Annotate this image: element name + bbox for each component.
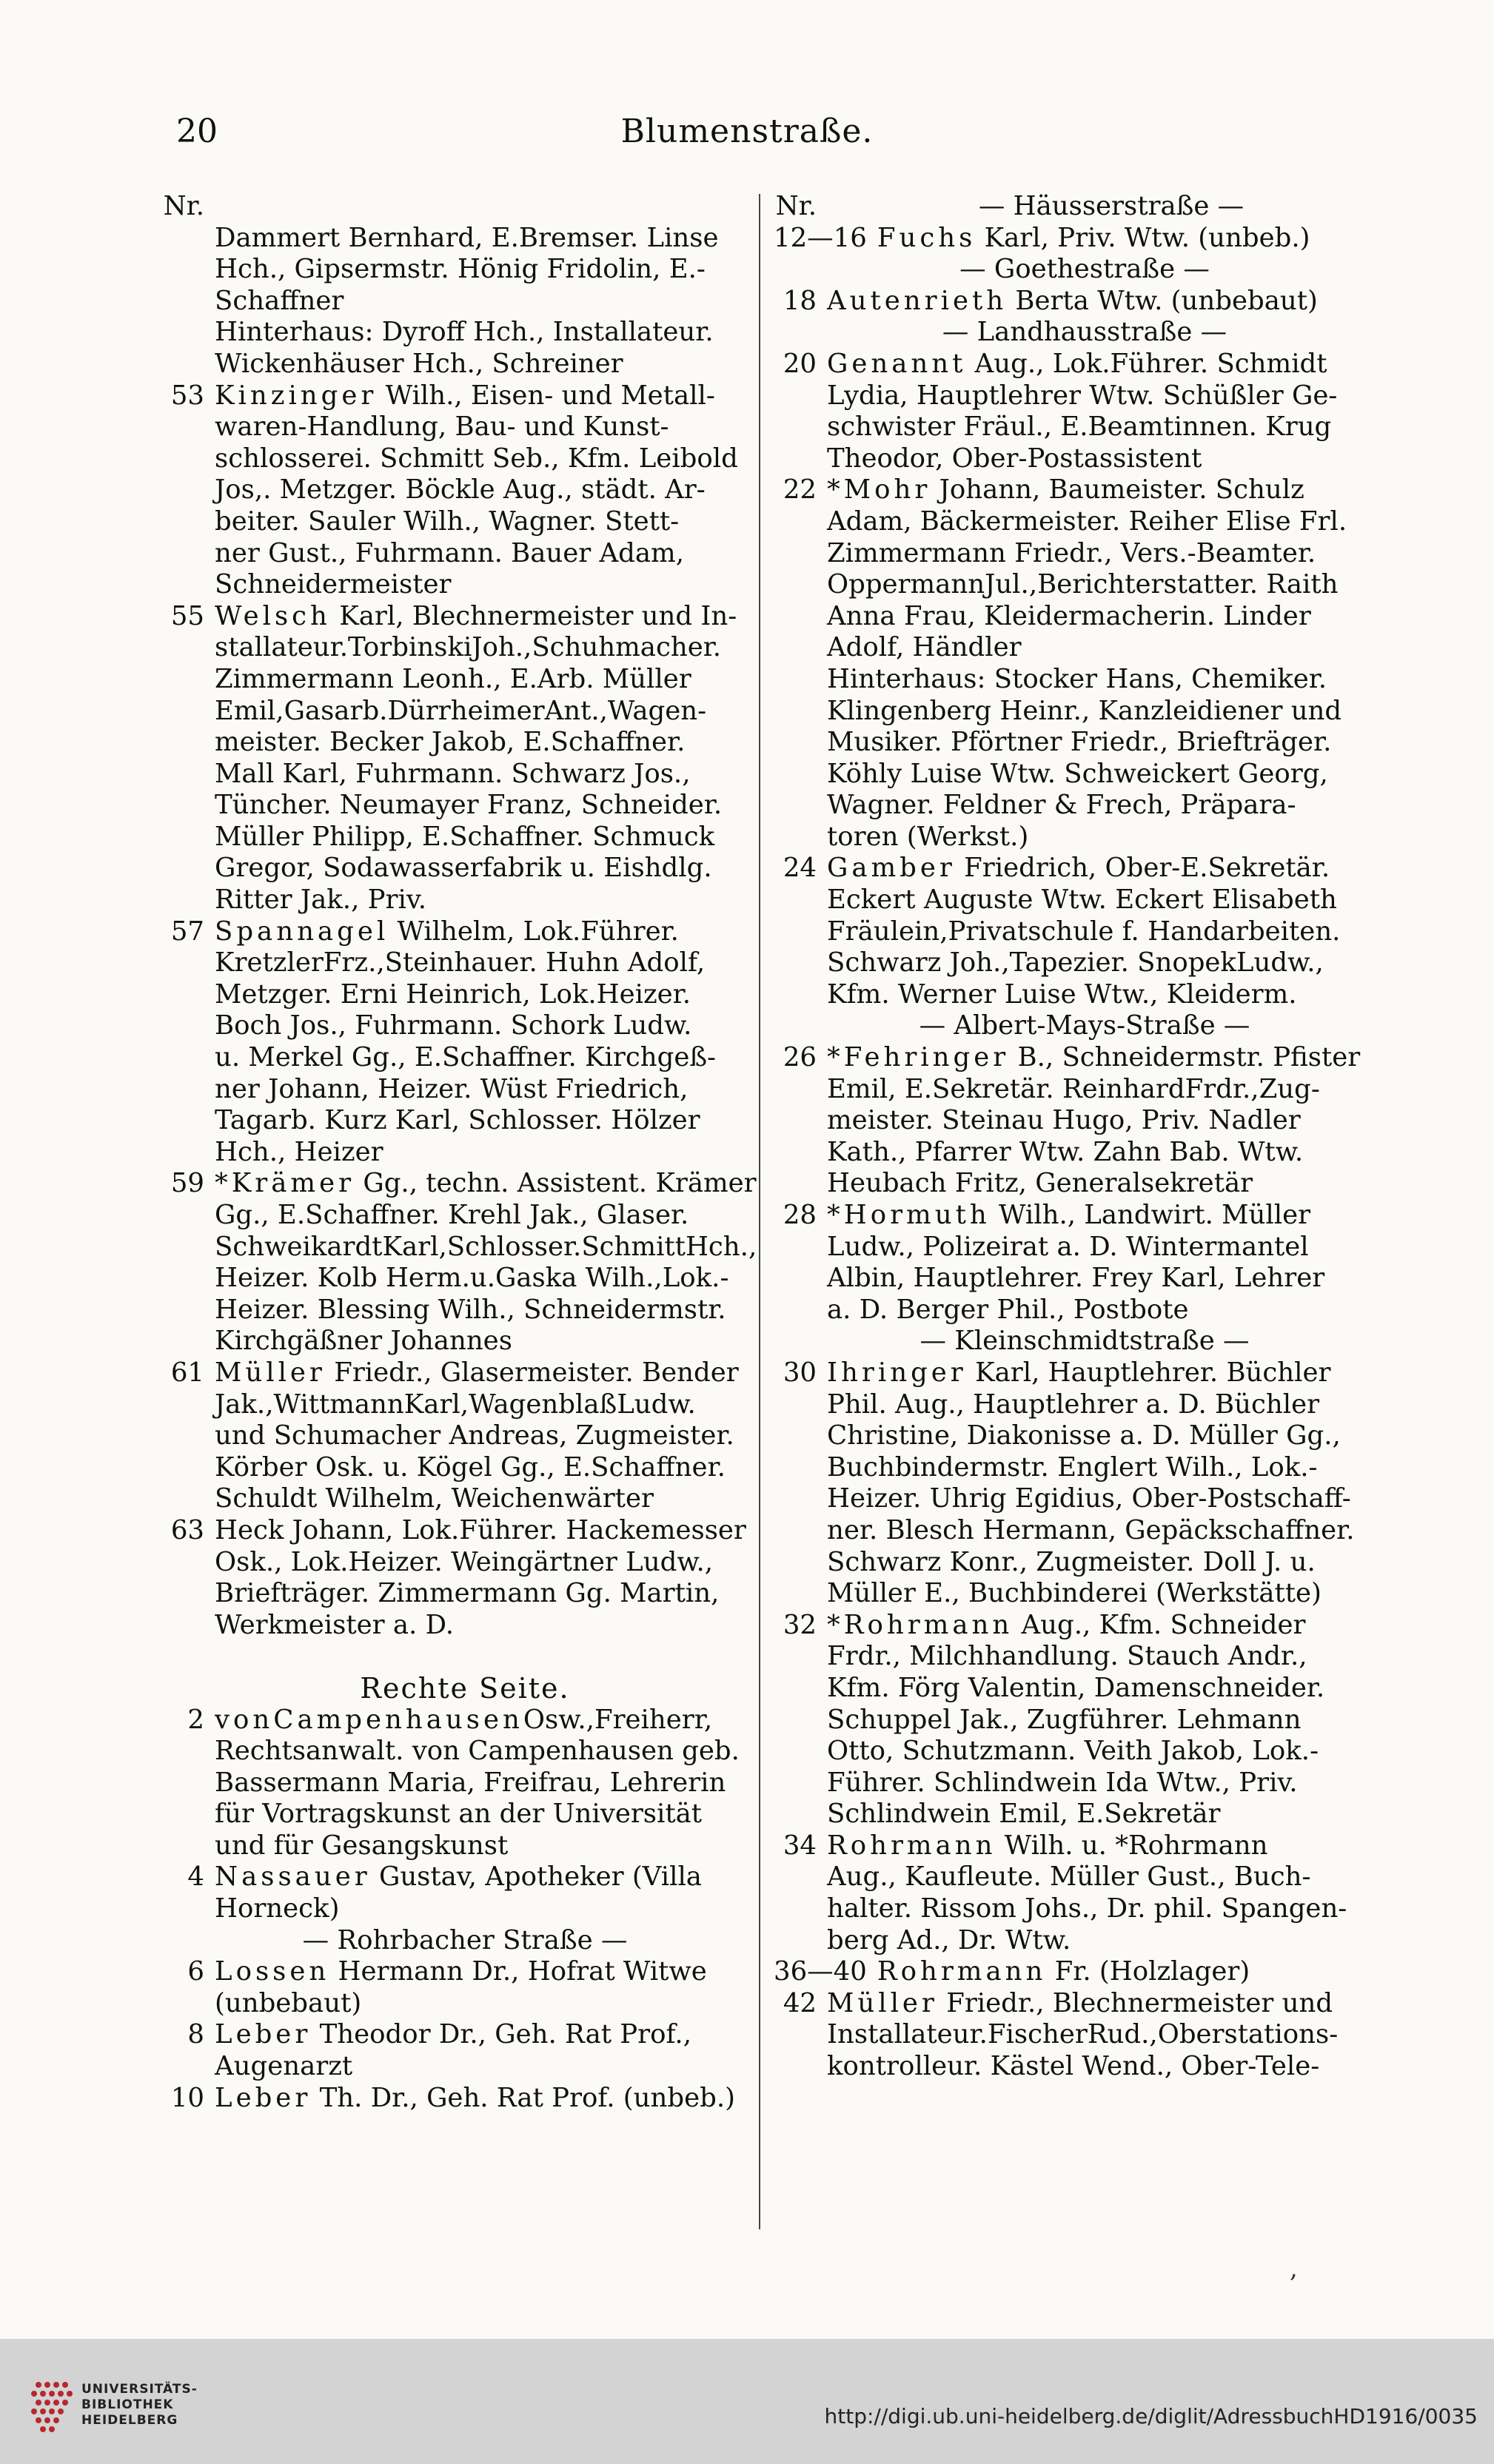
entry-text: Leber Th. Dr., Geh. Rat Prof. (unbeb.) [215,2082,735,2113]
directory-line [161,1420,768,1452]
directory-line [774,1168,1396,1200]
directory-line [774,1420,1396,1452]
directory-line [774,1547,1396,1579]
directory-line [774,443,1396,475]
directory-line [161,1515,768,1547]
entry-text: Schlindwein Emil, E.Sekretär [827,1799,1221,1830]
entry-text: Buchbindermstr. Englert Wilh., Lok.- [827,1451,1318,1483]
entry-text: Autenrieth Berta Wtw. (unbebaut) [827,285,1318,316]
entry-text: Eckert Auguste Wtw. Eckert Elisabeth [827,884,1337,916]
house-number: 20 [783,348,817,379]
entry-text: Schneidermeister [215,569,452,600]
entry-text: Müller E., Buchbinderei (Werkstätte) [827,1578,1322,1609]
entry-text: Heizer. Uhrig Egidius, Ober-Postschaff- [827,1483,1351,1514]
page-title: Blumenstraße. [620,113,874,150]
entry-text: halter. Rissom Johs., Dr. phil. Spangen- [827,1893,1347,1924]
entry-text: *Fehringer B., Schneidermstr. Pfister [827,1042,1361,1073]
street-heading: — Landhausstraße — [942,317,1227,348]
directory-line [161,1168,768,1200]
entry-text: Kfm. Förg Valentin, Damenschneider. [827,1672,1325,1703]
directory-line [161,1357,768,1389]
directory-line [161,2051,768,2083]
directory-line [774,1736,1396,1768]
entry-text: Schuppel Jak., Zugführer. Lehmann [827,1704,1302,1735]
entry-text: Müller Philipp, E.Schaffner. Schmuck [215,821,715,852]
directory-line [161,1137,768,1169]
entry-text: Installateur.FischerRud.,Oberstations- [827,2019,1339,2050]
directory-line [774,2051,1396,2083]
entry-text: OppermannJul.,Berichterstatter. Raith [827,569,1339,600]
directory-line [774,412,1396,443]
entry-text: vonCampenhausenOsw.,Freiherr, [215,1704,713,1735]
entry-text: Werkmeister a. D. [215,1609,455,1640]
entry-text: (unbebaut) [215,1987,362,2018]
directory-line [774,727,1396,759]
directory-line [774,664,1396,696]
directory-line [161,569,768,601]
directory-line [774,223,1396,255]
entry-text: Zimmermann Friedr., Vers.-Beamter. [827,537,1316,568]
entry-text: Kath., Pfarrer Wtw. Zahn Bab. Wtw. [827,1136,1304,1167]
directory-line [161,1483,768,1515]
entry-text: KretzlerFrz.,Steinhauer. Huhn Adolf, [215,947,706,978]
entry-text: Hinterhaus: Dyroff Hch., Installateur. [215,317,714,348]
directory-line [774,853,1396,884]
directory-line [774,916,1396,948]
directory-line [774,286,1396,318]
house-number: 32 [783,1609,817,1640]
house-number: 8 [187,2019,204,2050]
house-number: 42 [783,1987,817,2018]
directory-line [774,1483,1396,1515]
entry-text: Heizer. Blessing Wilh., Schneidermstr. [215,1294,726,1325]
directory-line [161,790,768,822]
house-number: 22 [783,474,817,506]
directory-line [774,2019,1396,2051]
entry-text: Tüncher. Neumayer Franz, Schneider. [215,790,723,821]
university-seal-icon [16,2369,90,2443]
library-name: UNIVERSITÄTS- BIBLIOTHEK HEIDELBERG [81,2382,198,2428]
house-number: 26 [783,1042,817,1073]
entry-text: Schaffner [215,285,344,316]
directory-line [774,1105,1396,1137]
entry-text: Boch Jos., Fuhrmann. Schork Ludw. [215,1010,692,1041]
entry-text: Osk., Lok.Heizer. Weingärtner Ludw., [215,1546,714,1577]
directory-line [774,1610,1396,1642]
entry-text: Schwarz Konr., Zugmeister. Doll J. u. [827,1546,1316,1577]
directory-line [161,1956,768,1988]
entry-text: a. D. Berger Phil., Postbote [827,1294,1189,1325]
entry-text: Jos,. Metzger. Böckle Aug., städt. Ar- [215,474,706,506]
entry-text: Dammert Bernhard, E.Bremser. Linse [215,222,719,253]
entry-text: Frdr., Milchhandlung. Stauch Andr., [827,1641,1307,1672]
directory-line [161,412,768,443]
entry-text: SchweikardtKarl,Schlosser.SchmittHch., [215,1231,757,1262]
directory-line [774,1768,1396,1799]
directory-line [774,349,1396,380]
directory-line [774,1389,1396,1421]
entry-text: Aug., Kaufleute. Müller Gust., Buch- [827,1862,1311,1893]
entry-text: Horneck) [215,1893,340,1924]
directory-line [161,1988,768,2020]
street-heading: Nr. — Häusserstraße — [774,191,1396,223]
directory-line [774,1295,1396,1326]
entry-text: *Rohrmann Aug., Kfm. Schneider [827,1609,1306,1640]
entry-text: meister. Steinau Hugo, Priv. Nadler [827,1105,1301,1136]
entry-text: Rohrmann Fr. (Holzlager) [877,1956,1250,1987]
entry-text: Spannagel Wilhelm, Lok.Führer. [215,916,679,947]
entry-text: Lossen Hermann Dr., Hofrat Witwe [215,1956,707,1987]
entry-text: Heizer. Kolb Herm.u.Gaska Wilh.,Lok.- [215,1263,729,1294]
directory-line [774,601,1396,633]
directory-line [161,979,768,1011]
directory-line [774,884,1396,916]
directory-line [774,506,1396,538]
section-heading: Rechte Seite. [360,1672,570,1705]
entry-text: berg Ad., Dr. Wtw. [827,1924,1071,1956]
entry-text: ner. Blesch Hermann, Gepäckschaffner. [827,1514,1355,1545]
entry-text: Tagarb. Kurz Karl, Schlosser. Hölzer [215,1105,700,1136]
entry-text: Führer. Schlindwein Ida Wtw., Priv. [827,1767,1298,1798]
house-number: 6 [187,1956,204,1987]
house-number: 30 [783,1357,817,1388]
directory-line [774,1515,1396,1547]
directory-line [774,1042,1396,1074]
directory-line [161,1232,768,1263]
entry-text: Müller Friedr., Glasermeister. Bender [215,1357,739,1388]
entry-text: Kinzinger Wilh., Eisen- und Metall- [215,380,715,411]
directory-line [161,664,768,696]
house-number: Nr. [163,191,204,221]
directory-line [161,1074,768,1106]
entry-text: ner Gust., Fuhrmann. Bauer Adam, [215,537,684,568]
directory-line [161,1610,768,1642]
directory-line [161,474,768,506]
entry-text: Ihringer Karl, Hauptlehrer. Büchler [827,1357,1331,1388]
entry-text: Wickenhäuser Hch., Schreiner [215,348,623,379]
page-number: 20 [176,113,218,150]
entry-text: kontrolleur. Kästel Wend., Ober-Tele- [827,2051,1320,2082]
directory-line [161,822,768,853]
directory-line [774,947,1396,979]
house-number: 12—16 [774,222,867,253]
entry-text: Schwarz Joh.,Tapezier. SnopekLudw., [827,947,1324,978]
street-heading: — Albert-Mays-Straße — [919,1010,1250,1041]
right-column [774,191,1396,2083]
directory-line [774,1705,1396,1736]
directory-line [161,254,768,286]
entry-text: Phil. Aug., Hauptlehrer a. D. Büchler [827,1389,1320,1420]
directory-line [161,1641,768,1673]
entry-text: Hch., Gipsermstr. Hönig Fridolin, E.- [215,254,706,285]
entry-text: Gg., E.Schaffner. Krehl Jak., Glaser. [215,1200,689,1230]
directory-line [161,1799,768,1830]
directory-line [774,1893,1396,1925]
entry-text: Adolf, Händler [827,632,1022,663]
directory-line [161,538,768,570]
directory-line [161,223,768,255]
directory-line [161,1862,768,1893]
directory-line [161,696,768,728]
entry-text: für Vortragskunst an der Universität [215,1799,703,1830]
directory-line [774,474,1396,506]
directory-line [161,759,768,790]
house-number: 57 [170,916,204,947]
house-number: 61 [170,1357,204,1388]
directory-line [774,1673,1396,1705]
entry-text: Fräulein,Privatschule f. Handarbeiten. [827,916,1341,947]
entry-text: Christine, Diakonisse a. D. Müller Gg., [827,1420,1341,1451]
house-number: 59 [170,1168,204,1199]
street-heading: — Rohrbacher Straße — [302,1924,628,1956]
entry-text: Anna Frau, Kleidermacherin. Linder [827,600,1311,631]
directory-line [774,1799,1396,1830]
entry-text: Bassermann Maria, Freifrau, Lehrerin [215,1767,726,1798]
directory-line [161,1042,768,1074]
directory-line [774,380,1396,412]
entry-text: Theodor, Ober-Postassistent [827,443,1202,474]
house-number: Nr. [775,191,817,221]
entry-text: Heck Johann, Lok.Führer. Hackemesser [215,1514,746,1545]
directory-line [161,1578,768,1610]
entry-text: Rechtsanwalt. von Campenhausen geb. [215,1736,740,1767]
entry-text: Körber Osk. u. Kögel Gg., E.Schaffner. [215,1451,726,1483]
house-number: 36—40 [774,1956,867,1987]
entry-text: stallateur.TorbinskiJoh.,Schuhmacher. [215,632,722,663]
entry-text: Leber Theodor Dr., Geh. Rat Prof., [215,2019,691,2050]
directory-line [161,947,768,979]
house-number: 4 [187,1862,204,1893]
source-url[interactable]: http://digi.ub.uni-heidelberg.de/diglit/AdressbuchHD1916/0035 [824,2404,1478,2428]
directory-line [774,1357,1396,1389]
directory-line [774,1074,1396,1106]
directory-line [161,1263,768,1295]
entry-text: und Schumacher Andreas, Zugmeister. [215,1420,734,1451]
directory-line [161,916,768,948]
left-column [161,191,768,2114]
entry-text: Jak.,WittmannKarl,WagenblaßLudw. [215,1389,696,1420]
directory-line [161,286,768,318]
entry-text: Gregor, Sodawasserfabrik u. Eishdlg. [215,853,712,884]
directory-line [774,790,1396,822]
directory-line [161,884,768,916]
house-number: 10 [170,2082,204,2113]
entry-text: Zimmermann Leonh., E.Arb. Müller [215,663,691,694]
entry-text: *Mohr Johann, Baumeister. Schulz [827,474,1304,506]
entry-text: Emil, E.Sekretär. ReinhardFrdr.,Zug- [827,1073,1320,1104]
entry-text: und für Gesangskunst [215,1830,509,1861]
directory-line [774,1862,1396,1893]
entry-text: Schuldt Wilhelm, Weichenwärter [215,1483,654,1514]
directory-line [774,822,1396,853]
directory-line [774,1137,1396,1169]
directory-line [774,1232,1396,1263]
house-number: 55 [170,600,204,631]
directory-line [774,538,1396,570]
directory-line [161,853,768,884]
entry-text: Metzger. Erni Heinrich, Lok.Heizer. [215,978,691,1010]
directory-line [161,1547,768,1579]
street-heading: — Kleinschmidtstraße — [919,1326,1250,1357]
directory-line [161,1893,768,1925]
entry-text: meister. Becker Jakob, E.Schaffner. [215,727,686,758]
directory-line [774,632,1396,664]
directory-line [161,1105,768,1137]
directory-line [161,443,768,475]
scan-mark: , [1290,2254,1298,2283]
directory-line [774,1578,1396,1610]
directory-line [161,727,768,759]
directory-line [774,1200,1396,1232]
house-number: 28 [783,1200,817,1230]
entry-text: *Hormuth Wilh., Landwirt. Müller [827,1200,1311,1230]
entry-text: Ludw., Polizeirat a. D. Wintermantel [827,1231,1309,1262]
directory-line [161,1830,768,1862]
entry-text: Albin, Hauptlehrer. Frey Karl, Lehrer [827,1263,1325,1294]
entry-text: Welsch Karl, Blechnermeister und In- [215,600,737,631]
entry-text: Musiker. Pförtner Friedr., Briefträger. [827,727,1332,758]
street-heading: — Goethestraße — [959,254,1210,285]
house-number: 53 [170,380,204,411]
entry-text: Müller Friedr., Blechnermeister und [827,1987,1333,2018]
directory-line [774,696,1396,728]
entry-text: *Krämer Gg., techn. Assistent. Krämer [215,1168,757,1199]
entry-text: ner Johann, Heizer. Wüst Friedrich, [215,1073,689,1104]
column-divider [759,194,760,2229]
directory-line [161,1010,768,1042]
entry-text: Gamber Friedrich, Ober-E.Sekretär. [827,853,1330,884]
entry-text: beiter. Sauler Wilh., Wagner. Stett- [215,506,680,537]
entry-text: Nassauer Gustav, Apotheker (Villa [215,1862,702,1893]
entry-text: Klingenberg Heinr., Kanzleidiener und [827,695,1342,726]
directory-line [161,1389,768,1421]
entry-text: Otto, Schutzmann. Veith Jakob, Lok.- [827,1736,1319,1767]
entry-text: Hinterhaus: Stocker Hans, Chemiker. [827,663,1327,694]
house-number: 24 [783,853,817,884]
directory-line [161,1200,768,1232]
entry-text: Mall Karl, Fuhrmann. Schwarz Jos., [215,758,691,789]
directory-line [774,1452,1396,1484]
house-number: 63 [170,1514,204,1545]
directory-line [161,632,768,664]
directory-line [774,1956,1396,1988]
directory-line [774,1263,1396,1295]
entry-text: Kfm. Werner Luise Wtw., Kleiderm. [827,978,1297,1010]
directory-line [774,979,1396,1011]
entry-text: Köhly Luise Wtw. Schweickert Georg, [827,758,1328,789]
directory-line [161,2083,768,2115]
directory-line [161,191,768,223]
directory-line [161,601,768,633]
entry-text: schwister Fräul., E.Beamtinnen. Krug [827,412,1332,443]
entry-text: Genannt Aug., Lok.Führer. Schmidt [827,348,1327,379]
directory-line [161,349,768,380]
directory-line [161,1705,768,1736]
entry-text: toren (Werkst.) [827,821,1029,852]
entry-text: Rohrmann Wilh. u. *Rohrmann [827,1830,1268,1861]
directory-line [161,317,768,349]
directory-line [774,759,1396,790]
directory-line [774,569,1396,601]
entry-text: u. Merkel Gg., E.Schaffner. Kirchgeß- [215,1042,717,1073]
directory-line [161,2019,768,2051]
directory-line [774,1925,1396,1957]
entry-text: Kirchgäßner Johannes [215,1326,512,1357]
house-number: 2 [187,1704,204,1735]
entry-text: Lydia, Hauptlehrer Wtw. Schüßler Ge- [827,380,1338,411]
entry-text: waren-Handlung, Bau- und Kunst- [215,412,669,443]
directory-line [774,1988,1396,2020]
entry-text: Heubach Fritz, Generalsekretär [827,1168,1253,1199]
directory-line [161,1295,768,1326]
directory-line [161,1452,768,1484]
entry-text: Ritter Jak., Priv. [215,884,426,916]
entry-text: Emil,Gasarb.DürrheimerAnt.,Wagen- [215,695,707,726]
entry-text: Fuchs Karl, Priv. Wtw. (unbeb.) [877,222,1310,253]
directory-line [161,1768,768,1799]
entry-text: Adam, Bäckermeister. Reiher Elise Frl. [827,506,1347,537]
directory-line [161,506,768,538]
entry-text: Augenarzt [215,2051,353,2082]
house-number: 18 [783,285,817,316]
house-number: 34 [783,1830,817,1861]
directory-line [774,1641,1396,1673]
entry-text: schlosserei. Schmitt Seb., Kfm. Leibold [215,443,738,474]
entry-text: Briefträger. Zimmermann Gg. Martin, [215,1578,720,1609]
entry-text: Wagner. Feldner & Frech, Präpara- [827,790,1296,821]
directory-line [161,1326,768,1357]
directory-line [161,380,768,412]
directory-line [774,1830,1396,1862]
entry-text: Hch., Heizer [215,1136,383,1167]
directory-line [161,1736,768,1768]
footer-bar [0,2339,1494,2464]
